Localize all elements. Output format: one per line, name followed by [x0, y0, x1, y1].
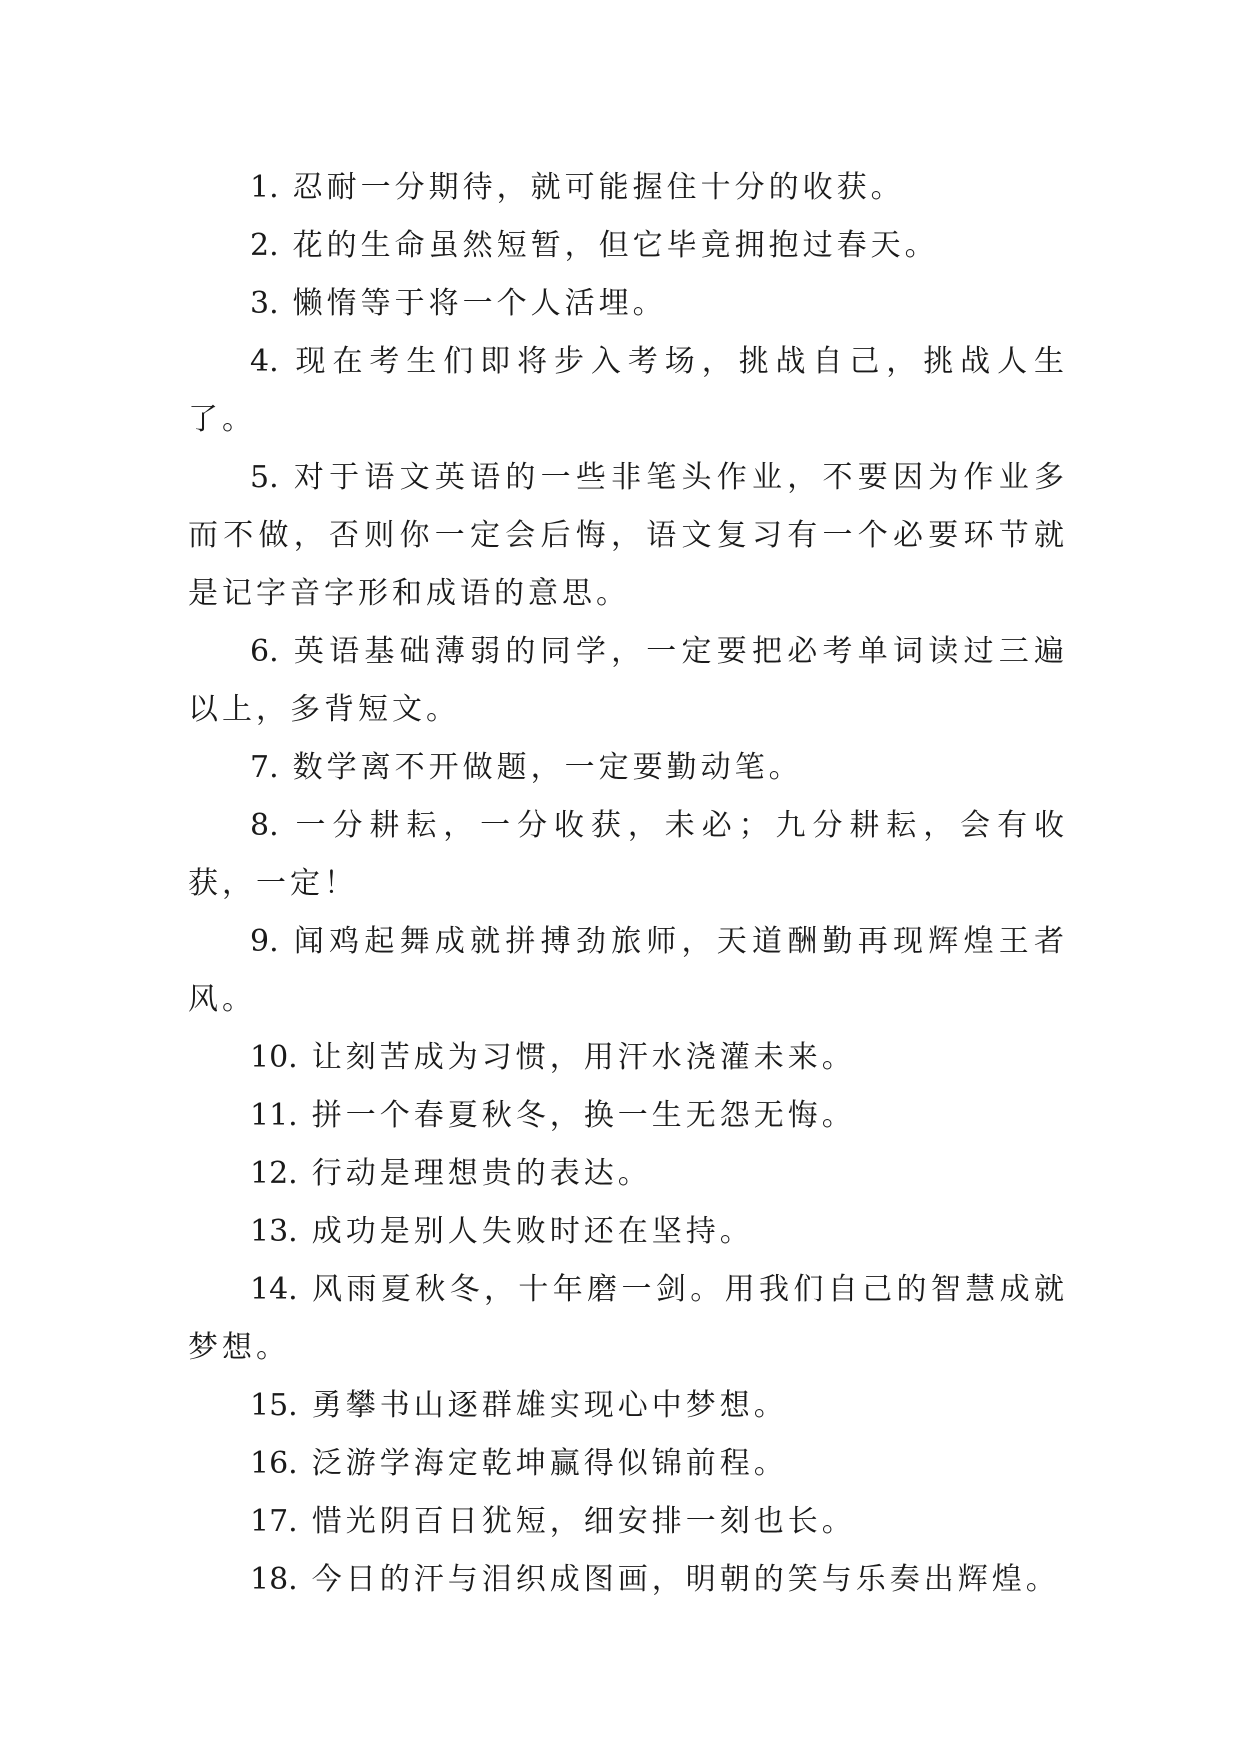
item-text: 勇攀书山逐群雄实现心中梦想。	[311, 1388, 788, 1423]
item-text: 成功是别人失败时还在坚持。	[311, 1214, 754, 1249]
list-item	[188, 623, 1068, 739]
item-number: 14.	[250, 1272, 298, 1307]
item-text: 闻鸡起舞成就拼搏劲旅师，天道酬勤再现辉煌王者风。	[188, 924, 1068, 1017]
item-text: 一分耕耘，一分收获，未必；九分耕耘，会有收获，一定！	[188, 808, 1068, 901]
item-number: 17.	[250, 1504, 298, 1539]
item-text: 花的生命虽然短暂，但它毕竟拥抱过春天。	[292, 228, 939, 263]
item-text: 今日的汗与泪织成图画，明朝的笑与乐奏出辉煌。	[311, 1562, 1060, 1597]
item-number: 15.	[250, 1388, 298, 1423]
item-number: 2.	[250, 228, 279, 263]
item-number: 10.	[250, 1040, 298, 1075]
item-number: 12.	[250, 1156, 298, 1191]
list-item	[188, 275, 1068, 333]
item-number: 13.	[250, 1214, 298, 1249]
item-text: 对于语文英语的一些非笔头作业，不要因为作业多而不做，否则你一定会后悔，语文复习有一个必要环节就是记字音字形和成语的意思。	[188, 460, 1068, 611]
list-item	[188, 217, 1068, 275]
list-item	[188, 1551, 1068, 1609]
item-text: 风雨夏秋冬，十年磨一剑。用我们自己的智慧成就梦想。	[188, 1272, 1068, 1365]
item-number: 1.	[250, 170, 279, 205]
item-text: 忍耐一分期待，就可能握住十分的收获。	[292, 170, 905, 205]
item-number: 5.	[250, 460, 279, 495]
list-item	[188, 739, 1068, 797]
list-item	[188, 159, 1068, 217]
item-text: 英语基础薄弱的同学，一定要把必考单词读过三遍以上，多背短文。	[188, 634, 1068, 727]
list-item	[188, 797, 1068, 913]
item-number: 4.	[250, 344, 279, 379]
item-number: 9.	[250, 924, 279, 959]
item-number: 3.	[250, 286, 279, 321]
item-number: 11.	[250, 1098, 298, 1133]
item-text: 拼一个春夏秋冬，换一生无怨无悔。	[311, 1098, 856, 1133]
item-text: 惜光阴百日犹短，细安排一刻也长。	[311, 1504, 856, 1539]
item-text: 懒惰等于将一个人活埋。	[292, 286, 667, 321]
list-item	[188, 1029, 1068, 1087]
list-item	[188, 449, 1068, 623]
item-number: 8.	[250, 808, 279, 843]
item-number: 18.	[250, 1562, 298, 1597]
list-item	[188, 1087, 1068, 1145]
item-number: 6.	[250, 634, 279, 669]
item-number: 16.	[250, 1446, 298, 1481]
list-item	[188, 333, 1068, 449]
list-item	[188, 1203, 1068, 1261]
document-body	[188, 159, 1068, 1609]
item-text: 行动是理想贵的表达。	[311, 1156, 652, 1191]
list-item	[188, 1261, 1068, 1377]
item-text: 现在考生们即将步入考场，挑战自己，挑战人生了。	[188, 344, 1068, 437]
item-number: 7.	[250, 750, 279, 785]
item-text: 让刻苦成为习惯，用汗水浇灌未来。	[311, 1040, 856, 1075]
list-item	[188, 1377, 1068, 1435]
item-text: 数学离不开做题，一定要勤动笔。	[292, 750, 803, 785]
item-text: 泛游学海定乾坤赢得似锦前程。	[311, 1446, 788, 1481]
list-item	[188, 1493, 1068, 1551]
list-item	[188, 913, 1068, 1029]
list-item	[188, 1435, 1068, 1493]
list-item	[188, 1145, 1068, 1203]
